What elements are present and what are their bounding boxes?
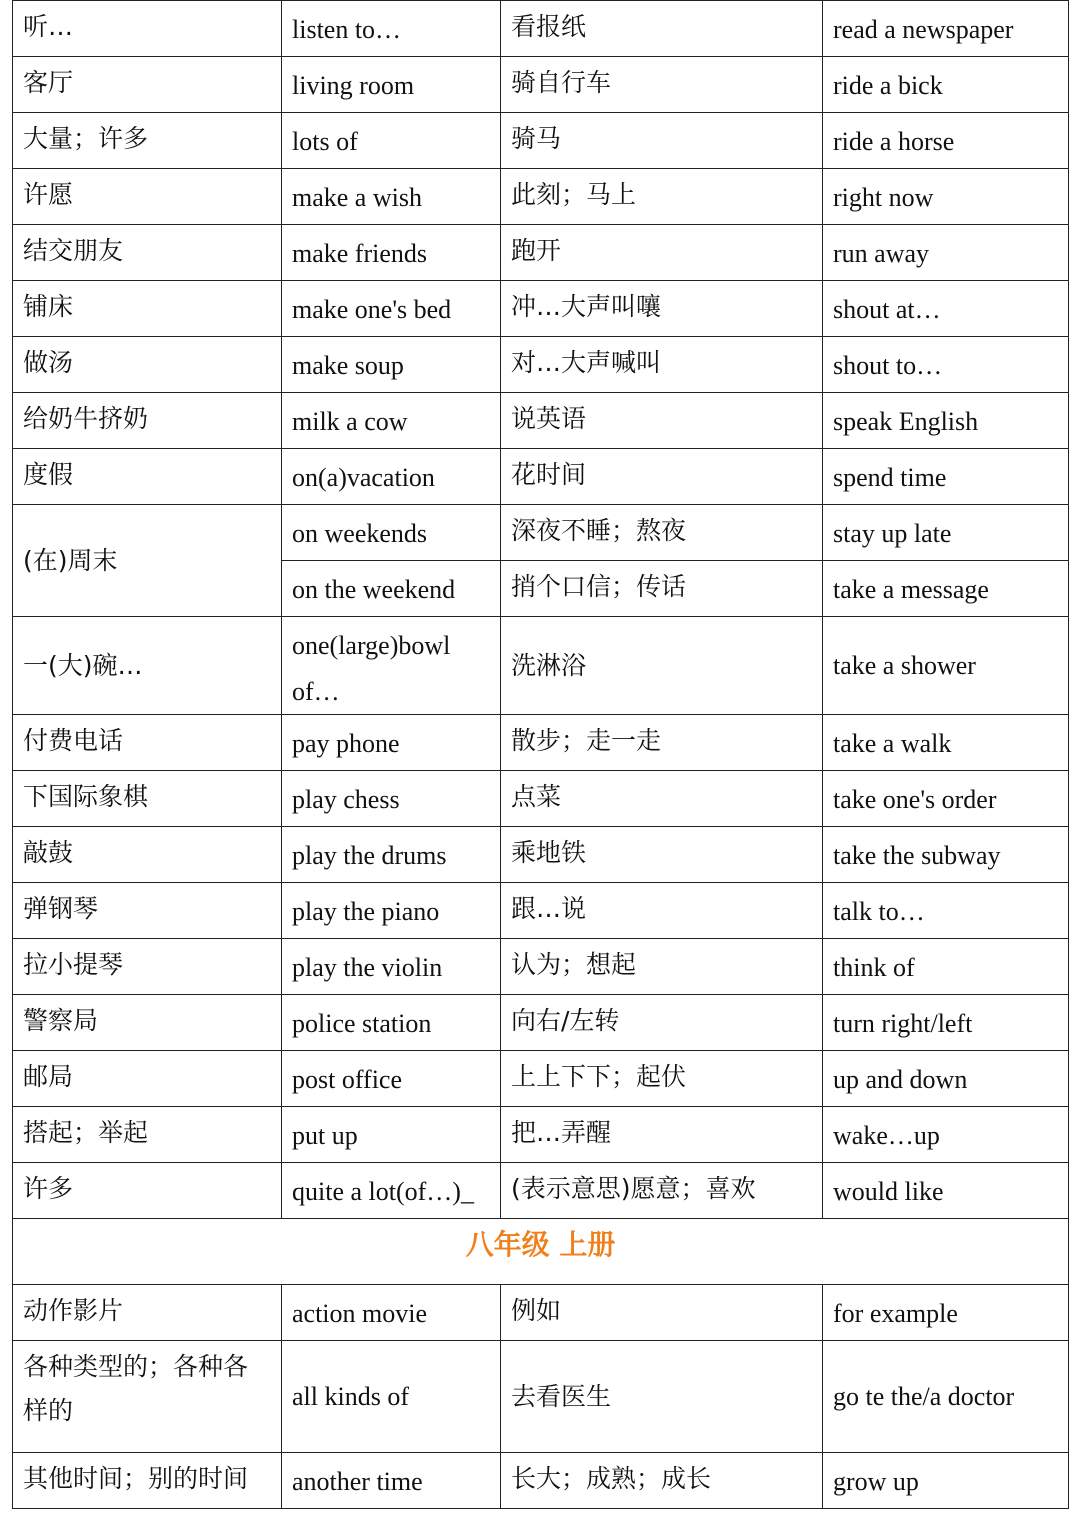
chinese-term-cell: 散步；走一走: [501, 715, 823, 771]
table-row: [13, 883, 1069, 939]
vocabulary-table: [12, 0, 1069, 1509]
table-row: [13, 1051, 1069, 1107]
chinese-term-cell: 长大；成熟；成长: [501, 1453, 823, 1509]
english-phrase-cell: on the weekend: [282, 561, 501, 617]
chinese-term-cell: 说英语: [501, 393, 823, 449]
chinese-term-cell: 听…: [13, 1, 282, 57]
table-row: [13, 1341, 1069, 1453]
table-row: [13, 505, 1069, 561]
table-row: [13, 1107, 1069, 1163]
table-row: [13, 1285, 1069, 1341]
english-phrase-cell: think of: [823, 939, 1069, 995]
english-phrase-cell: talk to…: [823, 883, 1069, 939]
section-header-row: [13, 1219, 1069, 1285]
english-phrase-cell: quite a lot(of…)_: [282, 1163, 501, 1219]
table-row: [13, 281, 1069, 337]
chinese-term-cell: 去看医生: [501, 1341, 823, 1453]
chinese-term-cell: 大量；许多: [13, 113, 282, 169]
english-phrase-cell: stay up late: [823, 505, 1069, 561]
english-phrase-cell: speak English: [823, 393, 1069, 449]
chinese-term-cell: 结交朋友: [13, 225, 282, 281]
table-row: [13, 1163, 1069, 1219]
chinese-term-cell: 捎个口信；传话: [501, 561, 823, 617]
chinese-term-cell: 下国际象棋: [13, 771, 282, 827]
english-phrase-cell: play the piano: [282, 883, 501, 939]
table-row: [13, 1, 1069, 57]
table-row: [13, 715, 1069, 771]
chinese-term-cell: 度假: [13, 449, 282, 505]
chinese-term-cell: 花时间: [501, 449, 823, 505]
english-phrase-cell: take a message: [823, 561, 1069, 617]
english-phrase-cell: make a wish: [282, 169, 501, 225]
english-phrase-cell: listen to…: [282, 1, 501, 57]
english-phrase-cell: shout at…: [823, 281, 1069, 337]
chinese-term-cell: 做汤: [13, 337, 282, 393]
table-row: [13, 1453, 1069, 1509]
chinese-term-cell: 对…大声喊叫: [501, 337, 823, 393]
english-phrase-cell: post office: [282, 1051, 501, 1107]
table-row: [13, 337, 1069, 393]
chinese-term-cell: 洗淋浴: [501, 617, 823, 715]
chinese-term-cell: 许愿: [13, 169, 282, 225]
english-phrase-cell: action movie: [282, 1285, 501, 1341]
table-row: [13, 113, 1069, 169]
english-phrase-cell: right now: [823, 169, 1069, 225]
table-row: [13, 995, 1069, 1051]
table-row: [13, 169, 1069, 225]
section-title: 八年级 上册: [13, 1219, 1069, 1285]
chinese-term-cell: 警察局: [13, 995, 282, 1051]
chinese-term-cell: 搭起；举起: [13, 1107, 282, 1163]
english-phrase-cell: spend time: [823, 449, 1069, 505]
english-phrase-cell: shout to…: [823, 337, 1069, 393]
chinese-term-cell: 把…弄醒: [501, 1107, 823, 1163]
english-phrase-cell: make one's bed: [282, 281, 501, 337]
english-phrase-cell: ride a horse: [823, 113, 1069, 169]
chinese-term-cell: 付费电话: [13, 715, 282, 771]
english-phrase-cell: on weekends: [282, 505, 501, 561]
english-phrase-cell: another time: [282, 1453, 501, 1509]
chinese-term-cell: 例如: [501, 1285, 823, 1341]
table-row: [13, 939, 1069, 995]
chinese-term-cell: 冲…大声叫嚷: [501, 281, 823, 337]
table-row: [13, 827, 1069, 883]
english-phrase-cell: one(large)bowl of…: [282, 617, 501, 715]
english-phrase-cell: take a shower: [823, 617, 1069, 715]
chinese-term-cell: 客厅: [13, 57, 282, 113]
table-row: [13, 393, 1069, 449]
chinese-term-cell: (表示意思)愿意；喜欢: [501, 1163, 823, 1219]
english-phrase-cell: pay phone: [282, 715, 501, 771]
english-phrase-cell: grow up: [823, 1453, 1069, 1509]
chinese-term-cell: 邮局: [13, 1051, 282, 1107]
chinese-term-cell: 骑自行车: [501, 57, 823, 113]
chinese-term-cell: 看报纸: [501, 1, 823, 57]
vocabulary-table-body: [13, 1, 1069, 1509]
english-phrase-cell: run away: [823, 225, 1069, 281]
english-phrase-cell: all kinds of: [282, 1341, 501, 1453]
english-phrase-cell: read a newspaper: [823, 1, 1069, 57]
chinese-term-cell: 弹钢琴: [13, 883, 282, 939]
english-phrase-cell: living room: [282, 57, 501, 113]
english-phrase-cell: take the subway: [823, 827, 1069, 883]
english-phrase-cell: play the drums: [282, 827, 501, 883]
english-phrase-cell: go te the/a doctor: [823, 1341, 1069, 1453]
table-row: [13, 57, 1069, 113]
chinese-term-cell: 上上下下；起伏: [501, 1051, 823, 1107]
english-phrase-cell: make soup: [282, 337, 501, 393]
chinese-term-cell: 跑开: [501, 225, 823, 281]
chinese-term-cell: 认为；想起: [501, 939, 823, 995]
english-phrase-cell: for example: [823, 1285, 1069, 1341]
chinese-term-cell: 乘地铁: [501, 827, 823, 883]
english-phrase-cell: make friends: [282, 225, 501, 281]
chinese-term-cell: 深夜不睡；熬夜: [501, 505, 823, 561]
english-phrase-cell: police station: [282, 995, 501, 1051]
chinese-term-cell: 拉小提琴: [13, 939, 282, 995]
table-row: [13, 449, 1069, 505]
chinese-term-cell: 跟…说: [501, 883, 823, 939]
chinese-term-cell: 敲鼓: [13, 827, 282, 883]
english-phrase-cell: put up: [282, 1107, 501, 1163]
english-phrase-cell: turn right/left: [823, 995, 1069, 1051]
chinese-term-cell: (在)周末: [13, 505, 282, 617]
chinese-term-cell: 此刻；马上: [501, 169, 823, 225]
chinese-term-cell: 许多: [13, 1163, 282, 1219]
chinese-term-cell: 各种类型的；各种各样的: [13, 1341, 282, 1453]
english-phrase-cell: up and down: [823, 1051, 1069, 1107]
english-phrase-cell: ride a bick: [823, 57, 1069, 113]
table-row: [13, 617, 1069, 715]
english-phrase-cell: milk a cow: [282, 393, 501, 449]
english-phrase-cell: play chess: [282, 771, 501, 827]
english-phrase-cell: wake…up: [823, 1107, 1069, 1163]
chinese-term-cell: 给奶牛挤奶: [13, 393, 282, 449]
english-phrase-cell: take a walk: [823, 715, 1069, 771]
chinese-term-cell: 骑马: [501, 113, 823, 169]
chinese-term-cell: 向右/左转: [501, 995, 823, 1051]
chinese-term-cell: 点菜: [501, 771, 823, 827]
english-phrase-cell: on(a)vacation: [282, 449, 501, 505]
english-phrase-cell: lots of: [282, 113, 501, 169]
chinese-term-cell: 其他时间；别的时间: [13, 1453, 282, 1509]
english-phrase-cell: take one's order: [823, 771, 1069, 827]
chinese-term-cell: 铺床: [13, 281, 282, 337]
table-row: [13, 771, 1069, 827]
english-phrase-cell: play the violin: [282, 939, 501, 995]
english-phrase-cell: would like: [823, 1163, 1069, 1219]
chinese-term-cell: 动作影片: [13, 1285, 282, 1341]
table-row: [13, 225, 1069, 281]
chinese-term-cell: 一(大)碗…: [13, 617, 282, 715]
